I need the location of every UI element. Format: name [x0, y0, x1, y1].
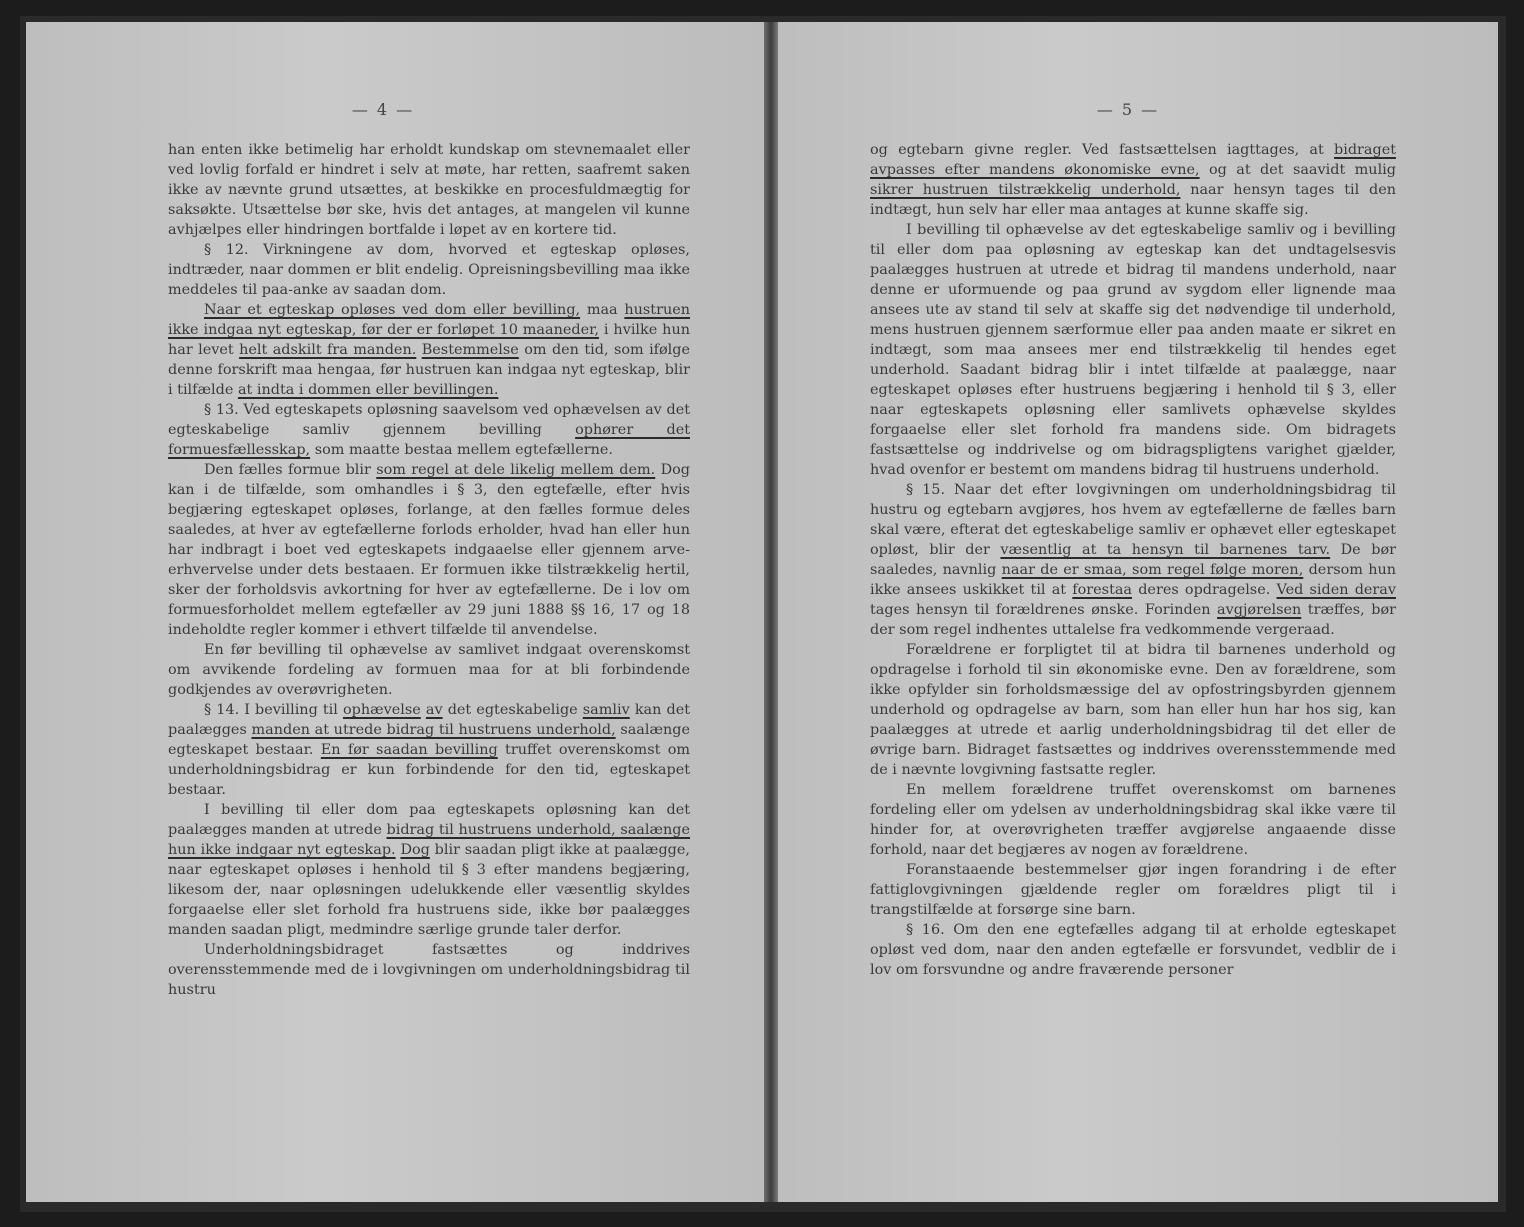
underlined-text: naar de er smaa, som regel følge moren, [1001, 562, 1304, 578]
text-run: Forældrene er forpligtet til at bidra til barnenes underhold og opdragelse i forhold til sin økonomiske evne. Den av forældrene, som ikke opfylder sin forholdsmæssige del av opfostringsbyrden gjennem underhold og opdragelse av barn, som han eller hun har hos sig, kan paalægges at utrede et aarlig underholdningsbidrag til det eller de øvrige barn. Bidraget fastsættes og inddrives overensstemmende med de i nævnte lovgivning fastsatte regler. [870, 642, 1396, 778]
right-page [778, 22, 1498, 1202]
underlined-text: som regel at dele likelig mellem dem. [376, 462, 656, 478]
text-run: om den tid, som ifølge denne forskrift maa hengaa, før hustruen kan indgaa nyt egteskap, blir i tilfælde [168, 342, 690, 398]
text-run: saalænge egteskapet bestaar. [168, 722, 691, 758]
text-run: maa [580, 302, 625, 318]
underlined-text: bidraget avpasses efter mandens økonomiske evne, [870, 142, 1396, 178]
underlined-text: Naar et egteskap opløses ved dom eller bevilling, [204, 302, 581, 318]
text-run: Den fælles formue blir [204, 462, 377, 478]
page-body [168, 140, 690, 1000]
paragraph [870, 480, 1396, 640]
text-run: Foranstaaende bestemmelser gjør ingen forandring i de efter fattiglovgivningen gjældende regler om forældres pligt til i trangstilfælde at forsørge sine barn. [870, 862, 1396, 918]
underlined-text: Ved siden derav [1276, 582, 1397, 598]
page-number: — 5 — [1096, 100, 1160, 119]
text-run: det egteskabelige [442, 702, 583, 718]
paragraph [168, 640, 690, 700]
text-run: § 15. Naar det efter lovgivningen om underholdningsbidrag til hustru og egtebarn avgjøres, hos hvem av egtefællerne de fælles barn skal være, efterat det egteskabelige samliv er ophævet eller egteskapet opløst, blir der [870, 482, 1396, 558]
text-run: dersom hun ikke ansees uskikket til at [870, 562, 1396, 598]
text-run: En mellem forældrene truffet overenskomst om barnenes fordeling eller om ydelsen av underholdningsbidrag skal ikke være til hinder for, at overøvrigheten træffer avgjørelse angaaende disse forhold, naar det begjæres av nogen av forældrene. [870, 782, 1396, 858]
paragraph [870, 920, 1396, 980]
underlined-text: forestaa [1072, 582, 1133, 598]
page-body [870, 140, 1396, 980]
underlined-text: at indta i dommen eller bevillingen. [237, 382, 499, 398]
text-run: deres opdragelse. [1132, 582, 1277, 598]
underlined-text: manden at utrede bidrag til hustruens underhold, [251, 722, 616, 738]
paragraph [870, 640, 1396, 780]
underlined-text: væsentlig at ta hensyn til barnenes tarv. [1000, 542, 1331, 558]
underlined-text: helt adskilt fra manden. [239, 342, 417, 358]
text-run: som maatte bestaa mellem egtefællerne. [310, 442, 614, 458]
text-run: han enten ikke betimelig har erholdt kundskap om stevnemaalet eller ved lovlig forfald er hindret i selv at møte, har retten, saafremt saken ikke av nævnte grund utsættes, at beskikke en procesfuldmægtig for saksøkte. Utsættelse bør ske, hvis det antages, at mangelen vil kunne avhjælpes eller hindringen bortfalde i løpet av en kortere tid. [168, 142, 690, 238]
text-run: og egtebarn givne regler. Ved fastsættelsen iagttages, at [870, 142, 1334, 158]
text-run: truffet overenskomst om underholdningsbidrag er kun forbindende for den tid, egteskapet bestaar. [168, 742, 690, 798]
paragraph [870, 220, 1396, 480]
paragraph [168, 460, 690, 640]
paragraph [168, 940, 690, 1000]
underlined-text: En før saadan bevilling [320, 742, 498, 758]
paragraph [168, 800, 690, 940]
text-run: Dog kan i de tilfælde, som omhandles i § 3, den egtefælle, efter hvis begjæring egteskapet opløses, forlange, at den fælles formue deles saaledes, at hver av egtefællerne forlods erholder, hvad han eller hun har indbragt i boet ved egteskapets indgaaelse eller gjennem arve-erhvervelse under dets bestaaen. Er formuen ikke tilstrækkelig hertil, sker der forholdsvis avkortning for hver av egtefællerne. De i lov om formuesforholdet mellem egtefæller av 29 juni 1888 §§ 16, 17 og 18 indeholdte regler kommer i ethvert tilfælde til anvendelse. [168, 462, 690, 638]
underlined-text: avgjørelsen [1217, 602, 1302, 618]
text-run: § 12. Virkningene av dom, hvorved et egteskap opløses, indtræder, naar dommen er blit endelig. Opreisningsbevilling maa ikke meddeles til paa-anke av saadan dom. [168, 242, 690, 298]
underlined-text: samliv [582, 702, 630, 718]
text-run: træffes, bør der som regel indhentes uttalelse fra vedkommende vergeraad. [870, 602, 1396, 638]
text-run: § 14. I bevilling til [204, 702, 343, 718]
paragraph [168, 400, 690, 460]
text-run: § 13. Ved egteskapets opløsning saavelsom ved ophævelsen av det egteskabelige samliv gjennem bevilling [168, 402, 690, 438]
paragraph [870, 860, 1396, 920]
paragraph [870, 140, 1396, 220]
text-run: og at det saavidt mulig [1199, 162, 1396, 178]
paragraph [870, 780, 1396, 860]
paragraph [168, 140, 690, 240]
underlined-text: ophævelse [342, 702, 421, 718]
text-run: tages hensyn til forældrenes ønske. Forinden [870, 602, 1218, 618]
text-run: naar hensyn tages til den indtægt, hun selv har eller maa antages at kunne skaffe sig. [870, 182, 1396, 218]
left-page [26, 22, 764, 1202]
text-run: Underholdningsbidraget fastsættes og inddrives overensstemmende med de i lovgivningen om underholdningsbidrag til hustru [168, 942, 690, 998]
underlined-text: av [425, 702, 443, 718]
underlined-text: bidrag til hustruens underhold, saalænge hun ikke indgaar nyt egteskap. [168, 822, 691, 858]
paragraph [168, 700, 690, 800]
text-run: I bevilling til eller dom paa egteskapets opløsning kan det paalægges manden at utrede [168, 802, 690, 838]
text-run: i hvilke hun har levet [168, 322, 690, 358]
text-run: § 16. Om den ene egtefælles adgang til at erholde egteskapet opløst ved dom, naar den anden egtefælle er forsvundet, vedblir de i lov om forsvundne og andre fraværende personer [870, 922, 1396, 978]
underlined-text: hustruen ikke indgaa nyt egteskap, før der er forløpet 10 maaneder, [168, 302, 690, 338]
underlined-text: Bestemmelse [421, 342, 519, 358]
paragraph [168, 300, 690, 400]
underlined-text: sikrer hustruen tilstrækkelig underhold, [870, 182, 1181, 198]
book-gutter [764, 22, 778, 1202]
underlined-text: ophører det formuesfællesskap, [168, 422, 690, 458]
text-run: En før bevilling til ophævelse av samlivet indgaat overenskomst om avvikende fordeling av formuen maa for at bli forbindende godkjendes av overøvrigheten. [168, 642, 690, 698]
paragraph [168, 240, 690, 300]
text-run: kan det paalægges [168, 702, 690, 738]
text-run: blir saadan pligt ikke at paalægge, naar egteskapet opløses i henhold til § 3 efter mandens begjæring, likesom der, naar opløsningen udelukkende eller væsentlig skyldes forgaaelse eller slet forhold fra hustruens side, ikke bør paalægges manden saadan pligt, medmindre særlige grunde taler derfor. [168, 842, 690, 938]
text-run: De bør saaledes, navnlig [870, 542, 1396, 578]
document-spread [20, 16, 1506, 1212]
underlined-text: Dog [400, 842, 430, 858]
page-number: — 4 — [351, 100, 415, 119]
text-run: I bevilling til ophævelse av det egteskabelige samliv og i bevilling til eller dom paa opløsning av egteskap kan det undtagelsesvis paalægges hustruen at utrede et bidrag til mandens underhold, naar denne er uformuende og paa grund av sygdom eller lignende maa ansees ute av stand til selv at skaffe sig det nødvendige til underhold, mens hustruen gjennem særformue eller paa anden maate er sikret en indtægt, som maa ansees mer end tilstrækkelig til hendes eget underhold. Saadant bidrag blir i intet tilfælde at paalægge, naar egteskapet opløses efter hustruens begjæring i henhold til § 3, eller naar egteskapets opløsning eller samlivets ophævelse skyldes forgaaelse eller slet forhold fra mandens side. Om bidragets fastsættelse og inddrivelse og om bidragspligtens varighet gjælder, hvad ovenfor er bestemt om mandens bidrag til hustruens underhold. [870, 222, 1396, 478]
